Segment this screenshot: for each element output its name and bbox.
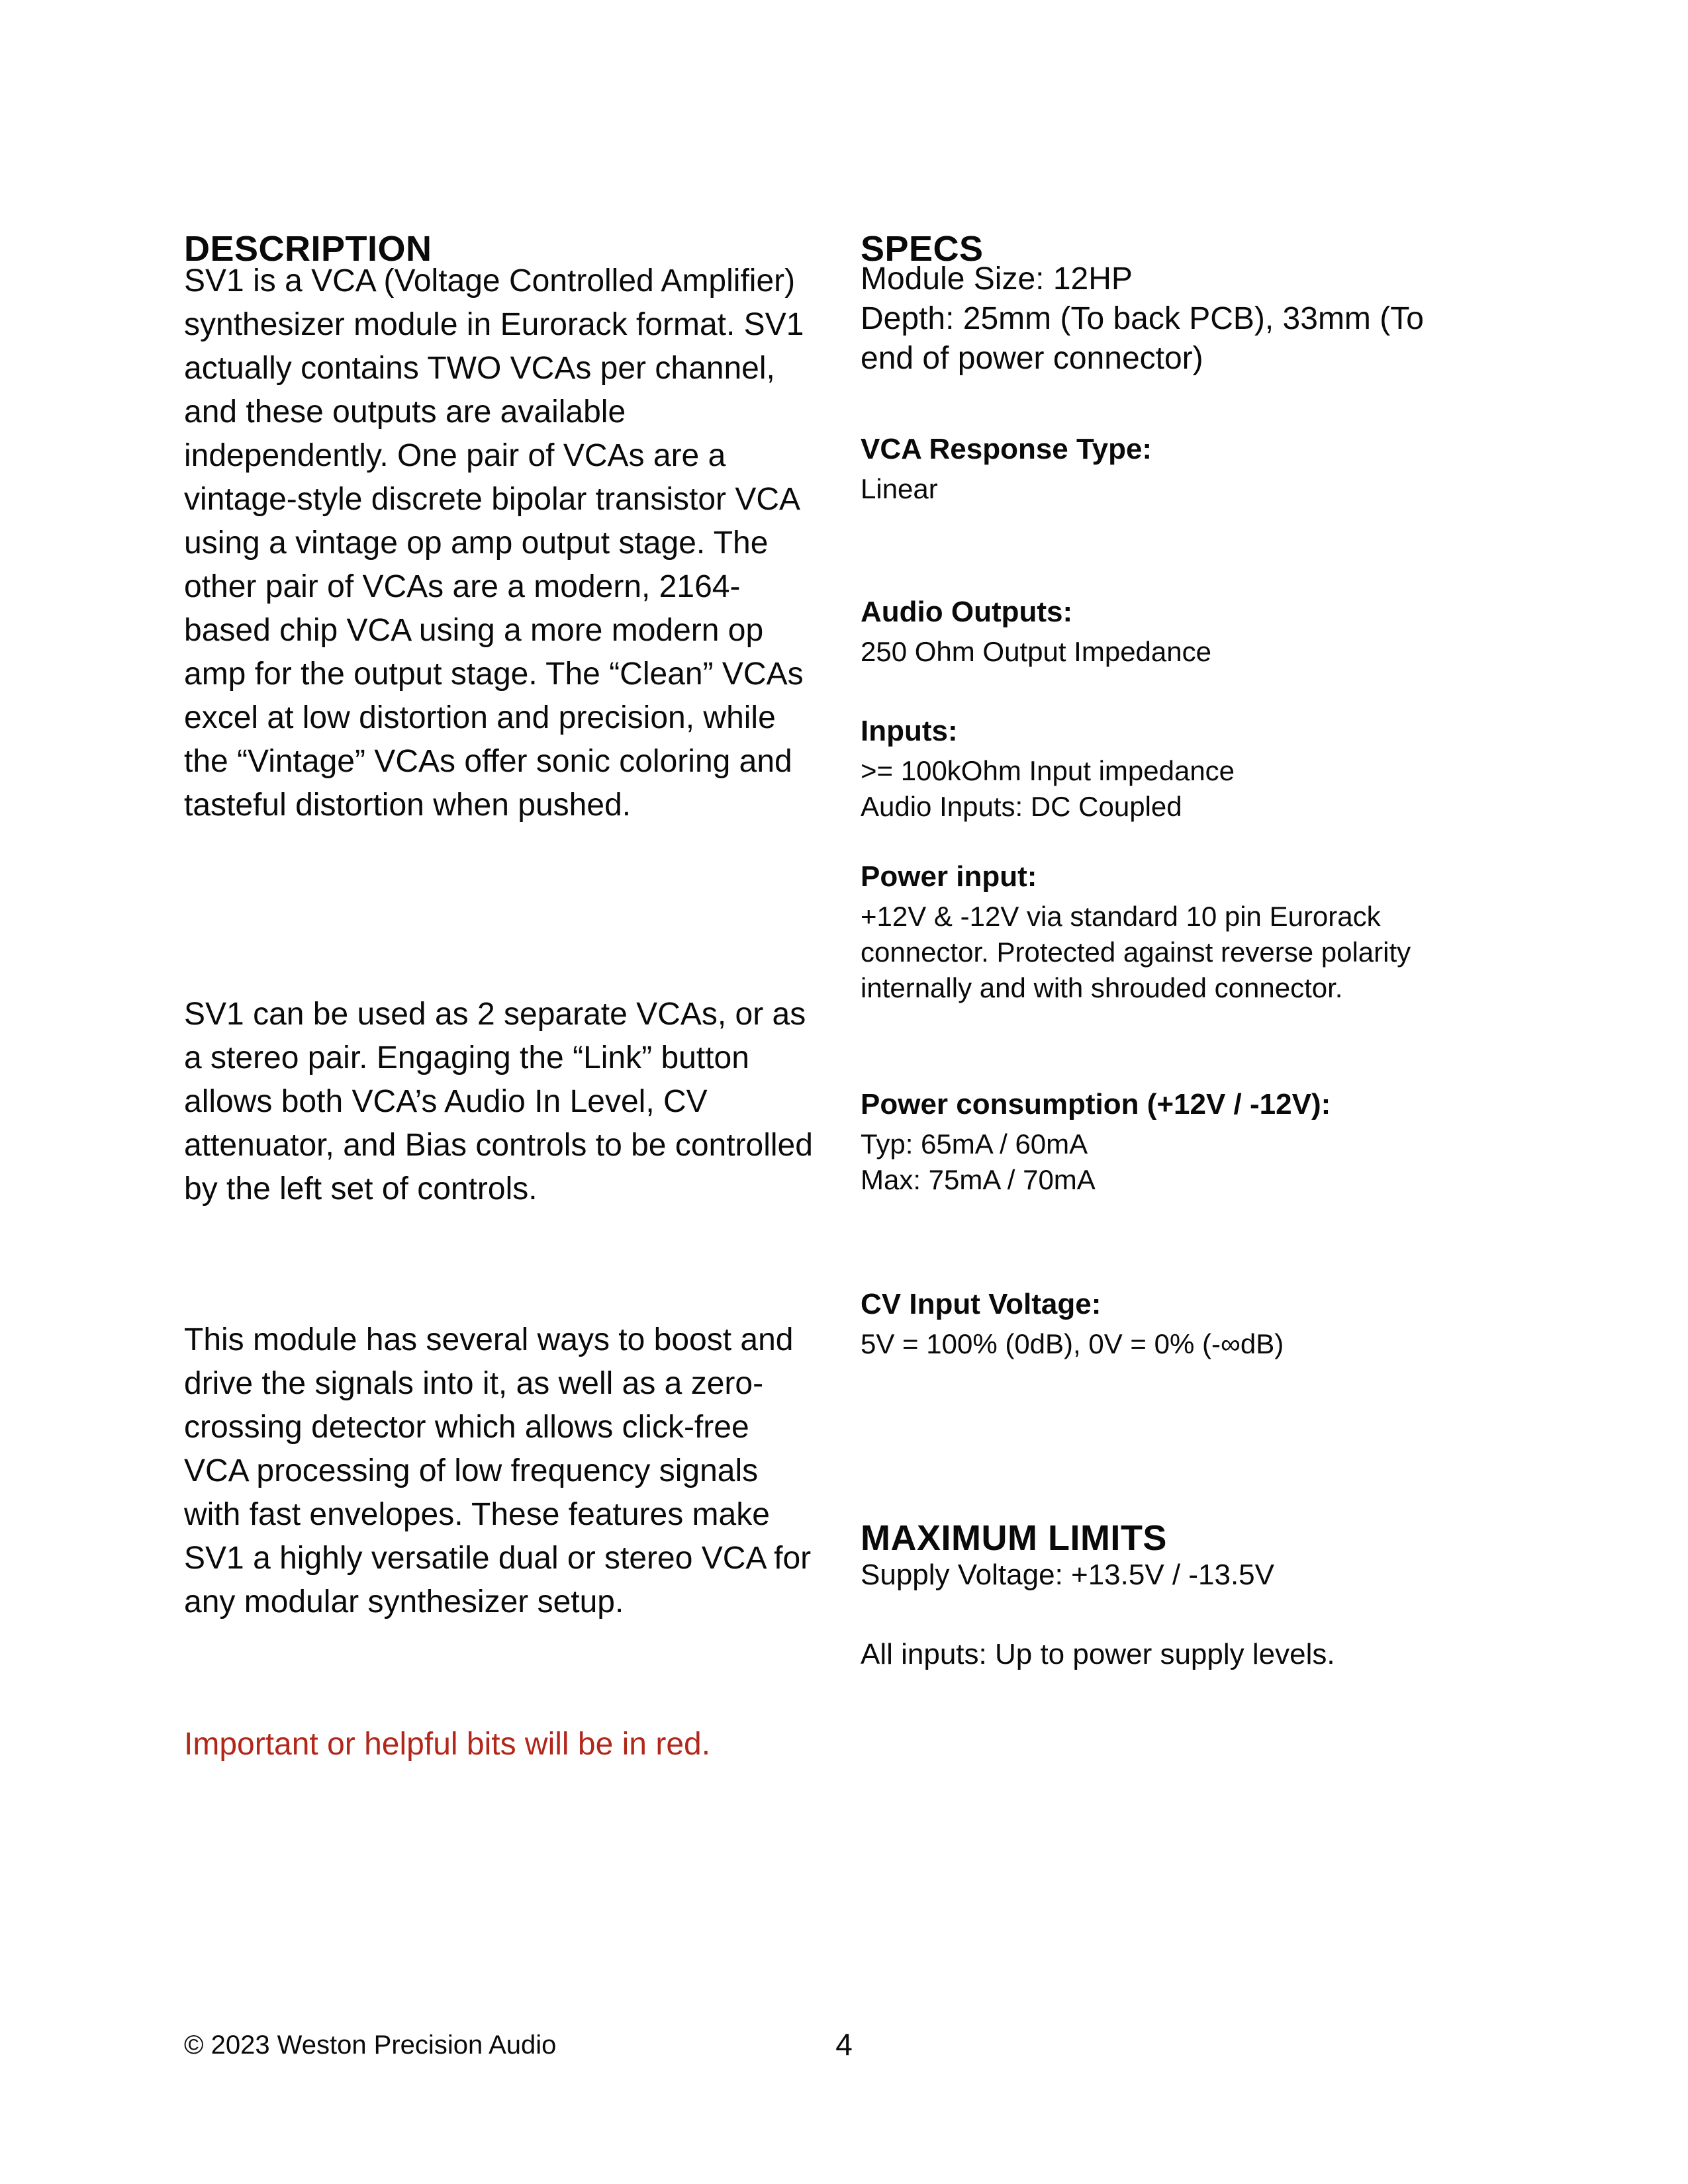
spec-depth-line: Depth: 25mm (To back PCB), 33mm (To end of power connector) [861, 301, 1424, 376]
specs-heading: SPECS [861, 228, 984, 269]
spec-label: CV Input Voltage: [861, 1288, 1102, 1320]
red-note: Important or helpful bits will be in red. [184, 1727, 711, 1762]
spec-inputs [861, 713, 1476, 825]
description-paragraph-2: SV1 can be used as 2 separate VCAs, or as a stereo pair. Engaging the “Link” button allows both VCA’s Audio In Level, CV attenuator, and Bias controls to be controlled by the left set of controls. [184, 997, 813, 1206]
spec-power-consumption [861, 1087, 1476, 1198]
footer-copyright: © 2023 Weston Precision Audio [184, 2030, 557, 2060]
spec-value: >= 100kOhm Input impedance [861, 755, 1235, 786]
description-paragraph-1: SV1 is a VCA (Voltage Controlled Amplifier) synthesizer module in Eurorack format. SV1 actually contains TWO VCAs per channel, and these outputs are available independently. One pair of VCAs are a vintage-style discrete bipolar transistor VCA using a vintage op amp output stage. The other pair of VCAs are a modern, 2164-based chip VCA using a more modern op amp for the output stage. The “Clean” VCAs excel at low distortion and precision, while the “Vintage” VCAs offer sonic coloring and tasteful distortion when pushed. [184, 263, 804, 823]
spec-vca-response-type [861, 432, 1476, 507]
spec-module-size-line: Module Size: 12HP [861, 261, 1133, 296]
spec-cv-input-voltage [861, 1287, 1476, 1362]
spec-label: VCA Response Type: [861, 433, 1152, 465]
spec-audio-outputs [861, 594, 1476, 670]
spec-power-input [861, 859, 1476, 1006]
spec-label: Power input: [861, 860, 1037, 893]
spec-label: Audio Outputs: [861, 596, 1073, 628]
max-limit-all-inputs: All inputs: Up to power supply levels. [861, 1638, 1335, 1670]
spec-value: Typ: 65mA / 60mA [861, 1128, 1088, 1160]
spec-module-size-block [861, 259, 1476, 379]
spec-value: 250 Ohm Output Impedance [861, 636, 1211, 667]
description-paragraph-3: This module has several ways to boost and drive the signals into it, as well as a zero-crossing detector which allows click-free VCA processing of low frequency signals with fast envelopes. These features make SV1 a highly versatile dual or stereo VCA for any modular synthesizer setup. [184, 1322, 812, 1619]
spec-value: Max: 75mA / 70mA [861, 1164, 1096, 1195]
spec-label: Inputs: [861, 715, 958, 747]
spec-value: Linear [861, 473, 938, 504]
description-heading: DESCRIPTION [184, 228, 432, 269]
maximum-limits-heading: MAXIMUM LIMITS [861, 1518, 1167, 1558]
max-limit-supply-voltage: Supply Voltage: +13.5V / -13.5V [861, 1559, 1275, 1591]
spec-value: Audio Inputs: DC Coupled [861, 791, 1182, 822]
spec-value: 5V = 100% (0dB), 0V = 0% (-∞dB) [861, 1328, 1284, 1359]
page-number: 4 [835, 2027, 853, 2062]
spec-value: +12V & -12V via standard 10 pin Eurorack connector. Protected against reverse polarity internally and with shrouded connector. [861, 901, 1411, 1003]
spec-label: Power consumption (+12V / -12V): [861, 1088, 1331, 1120]
